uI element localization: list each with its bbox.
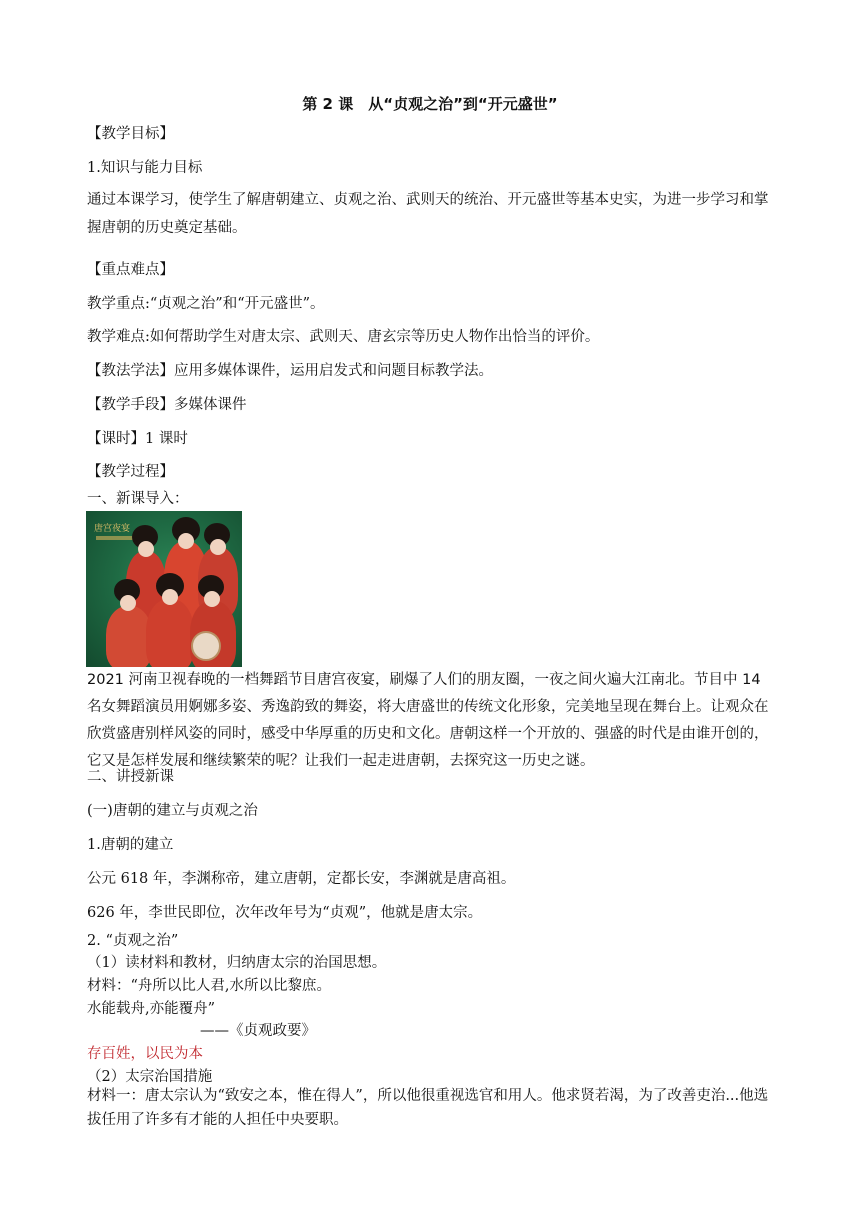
taizong-text: 626 年，李世民即位，次年改年号为“贞观”，他就是唐太宗。 bbox=[87, 905, 483, 921]
key-points-heading: 【重点难点】 bbox=[87, 262, 174, 278]
teaching-means: 【教学手段】多媒体课件 bbox=[87, 397, 247, 413]
dancer-face bbox=[120, 595, 136, 611]
answer-text: 存百姓，以民为本 bbox=[87, 1046, 203, 1062]
class-hours: 【课时】1 课时 bbox=[87, 431, 188, 447]
dancer-face bbox=[162, 589, 178, 605]
dancer-face bbox=[204, 591, 220, 607]
teaching-method: 【教法学法】应用多媒体课件，运用启发式和问题目标教学法。 bbox=[87, 363, 493, 379]
material-line-2: 水能载舟,亦能覆舟” bbox=[87, 1001, 216, 1017]
material-line-1: 材料：“舟所以比人君,水所以比黎庶。 bbox=[87, 978, 332, 994]
intro-paragraph: 2021 河南卫视春晚的一档舞蹈节目唐宫夜宴，刷爆了人们的朋友圈，一夜之间火遍大江南北。节目中 14 名女舞蹈演员用婀娜多姿、秀逸韵致的舞姿，将大唐盛世的传统文化形象，完美地呈现在舞台上。让观众在欣赏盛唐别样风姿的同时，感受中华厚重的历史和文化。唐朝这样一个开放的、强盛的时代是由谁开创的，它又是怎样发展和继续繁荣的呢？让我们一起走进唐朝，去探究这一历史之谜。 bbox=[87, 672, 769, 769]
key-point: 教学重点:“贞观之治”和“开元盛世”。 bbox=[87, 296, 325, 312]
goal-item: 1.知识与能力目标 bbox=[87, 160, 203, 176]
material-source: ——《贞观政要》 bbox=[200, 1023, 316, 1039]
round-fan bbox=[191, 631, 221, 661]
process-heading: 【教学过程】 bbox=[87, 464, 174, 480]
lesson-title: 第 2 课 从“贞观之治”到“开元盛世” bbox=[302, 95, 558, 113]
new-lesson-heading: 二、讲授新课 bbox=[87, 769, 174, 785]
goal-text: 通过本课学习，使学生了解唐朝建立、贞观之治、武则天的统治、开元盛世等基本史实，为进一步学习和掌握唐朝的历史奠定基础。 bbox=[87, 192, 769, 236]
item-zhenguan: 2. “贞观之治” bbox=[87, 933, 179, 949]
teaching-goal-heading: 【教学目标】 bbox=[87, 126, 174, 142]
dancer-figure bbox=[146, 599, 194, 667]
part-one-heading: (一)唐朝的建立与贞观之治 bbox=[87, 803, 258, 819]
tang-palace-banquet-photo bbox=[86, 511, 242, 667]
material-two: 材料一：唐太宗认为“致安之本，惟在得人”，所以他很重视选官和用人。他求贤若渴，为了改善吏治...他选拔任用了许多有才能的人担任中央要职。 bbox=[87, 1088, 769, 1128]
dancer-face bbox=[178, 533, 194, 549]
dancer-face bbox=[210, 539, 226, 555]
dancer-face bbox=[138, 541, 154, 557]
item-founding: 1.唐朝的建立 bbox=[87, 837, 174, 853]
task-two: （2）太宗治国措施 bbox=[87, 1069, 213, 1085]
photo-logo: 唐宫夜宴 bbox=[94, 524, 131, 534]
founding-text: 公元 618 年，李渊称帝，建立唐朝，定都长安，李渊就是唐高祖。 bbox=[87, 871, 516, 887]
difficulty: 教学难点:如何帮助学生对唐太宗、武则天、唐玄宗等历史人物作出恰当的评价。 bbox=[87, 329, 600, 345]
intro-heading: 一、新课导入： bbox=[87, 491, 189, 507]
photo-logo-underline bbox=[96, 536, 136, 540]
task-one: （1）读材料和教材，归纳唐太宗的治国思想。 bbox=[87, 955, 387, 971]
